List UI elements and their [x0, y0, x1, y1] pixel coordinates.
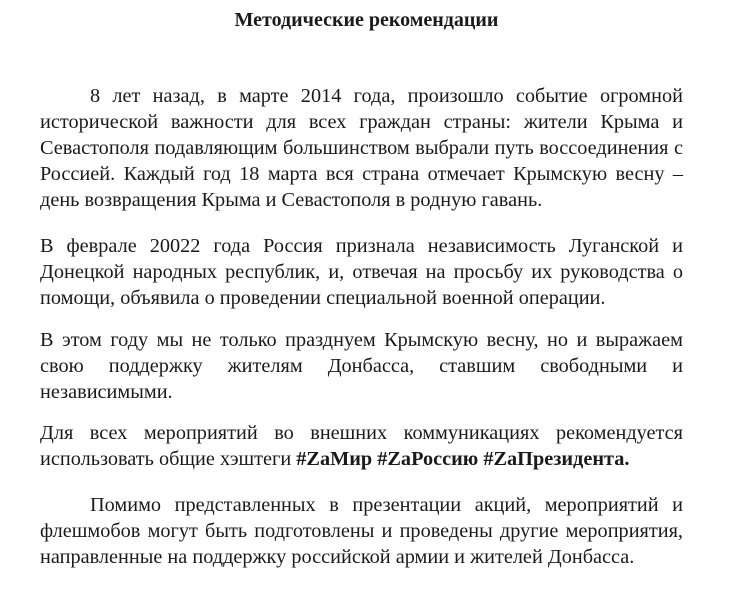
hashtag-intro-text: Для всех мероприятий во внешних коммуникациях рекомендуется использовать общие хэштеги [40, 422, 683, 470]
hashtags: #ZaМир #ZaРоссию #ZaПрезидента. [296, 448, 630, 470]
paragraph-crimea-anniversary: 8 лет назад, в марте 2014 года, произошло событие огромной исторической важности для всех граждан страны: жители Крыма и Севастополя подавляющим большинством выбрали путь воссоединения с Россией. Каждый год 18 марта вся страна отмечает Крымскую весну – день возвращения Крыма и Севастополя в родную гавань. [40, 85, 683, 211]
paragraph-donbass-support: В этом году мы не только празднуем Крымскую весну, но и выражаем свою поддержку жителям Донбасса, ставшим свободными и независимыми. [40, 329, 683, 403]
paragraph-february-recognition: В феврале 20022 года Россия признала независимость Луганской и Донецкой народных республик, и, отвечая на просьбу их руководства о помощи, объявила о проведении специальной военной операции. [40, 235, 683, 309]
paragraph-other-events: Помимо представленных в презентации акций, мероприятий и флешмобов могут быть подготовлены и проведены другие мероприятия, направленные на поддержку российской армии и жителей Донбасса. [40, 494, 683, 568]
document-title: Методические рекомендации [234, 9, 499, 31]
paragraph-hashtags [40, 420, 683, 472]
